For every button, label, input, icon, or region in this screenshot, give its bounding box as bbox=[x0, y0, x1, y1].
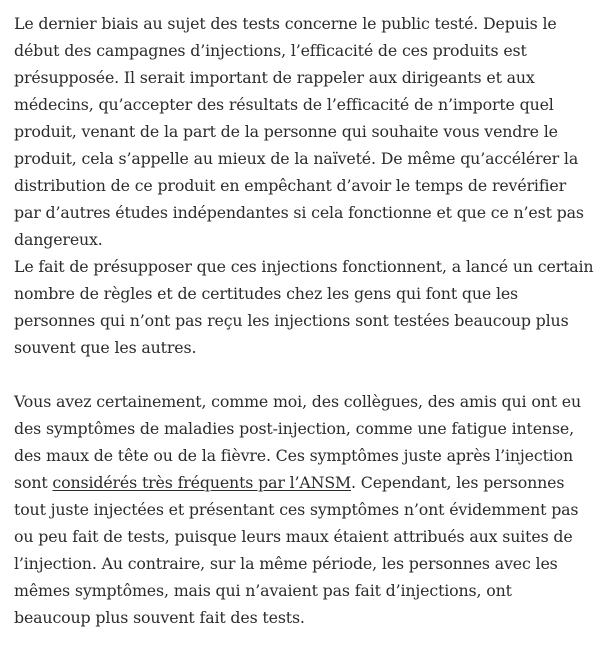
text-line-with-link bbox=[14, 469, 604, 496]
text-line: tout juste injectées et présentant ces symptômes n’ont évidemment pas bbox=[14, 500, 579, 519]
text-line: Vous avez certainement, comme moi, des collègues, des amis qui ont eu bbox=[14, 392, 581, 411]
article-body bbox=[14, 10, 604, 631]
text-line: présupposée. Il serait important de rappeler aux dirigeants et aux bbox=[14, 68, 535, 87]
text-line: nombre de règles et de certitudes chez les gens qui font que les bbox=[14, 284, 519, 303]
text-line: ou peu fait de tests, puisque leurs maux étaient attribués aux suites de bbox=[14, 527, 573, 546]
text-line: Le fait de présupposer que ces injections fonctionnent, a lancé un certain bbox=[14, 257, 594, 276]
paragraph-testing-bias bbox=[14, 10, 604, 249]
text-line: beaucoup plus souvent fait des tests. bbox=[14, 608, 305, 627]
text-fragment: . Cependant, les personnes bbox=[351, 473, 565, 492]
text-line: médecins, qu’accepter des résultats de l’efficacité de n’importe quel bbox=[14, 95, 554, 114]
text-line: distribution de ce produit en empêchant d’avoir le temps de revérifier bbox=[14, 176, 567, 195]
text-line: produit, venant de la part de la personne qui souhaite vous vendre le bbox=[14, 122, 558, 141]
text-line: par d’autres études indépendantes si cela fonctionne et que ce n’est pas bbox=[14, 203, 584, 222]
text-line: souvent que les autres. bbox=[14, 338, 197, 357]
text-line: produit, cela s’appelle au mieux de la naïveté. De même qu’accélérer la bbox=[14, 149, 579, 168]
text-line: Le dernier biais au sujet des tests concerne le public testé. Depuis le bbox=[14, 14, 557, 33]
text-line: personnes qui n’ont pas reçu les injections sont testées beaucoup plus bbox=[14, 311, 569, 330]
text-line: des maux de tête ou de la fièvre. Ces symptômes juste après l’injection bbox=[14, 446, 574, 465]
text-line: dangereux. bbox=[14, 230, 103, 249]
ansm-reference-link[interactable]: considérés très fréquents par l’ANSM bbox=[52, 473, 352, 492]
text-line: l’injection. Au contraire, sur la même période, les personnes avec les bbox=[14, 554, 558, 573]
text-line: mêmes symptômes, mais qui n’avaient pas fait d’injections, ont bbox=[14, 581, 512, 600]
text-fragment: sont bbox=[14, 473, 53, 492]
paragraph-symptoms bbox=[14, 388, 604, 631]
text-line: début des campagnes d’injections, l’efficacité de ces produits est bbox=[14, 41, 527, 60]
text-line: des symptômes de maladies post-injection, comme une fatigue intense, bbox=[14, 419, 574, 438]
paragraph-presupposition bbox=[14, 253, 604, 361]
